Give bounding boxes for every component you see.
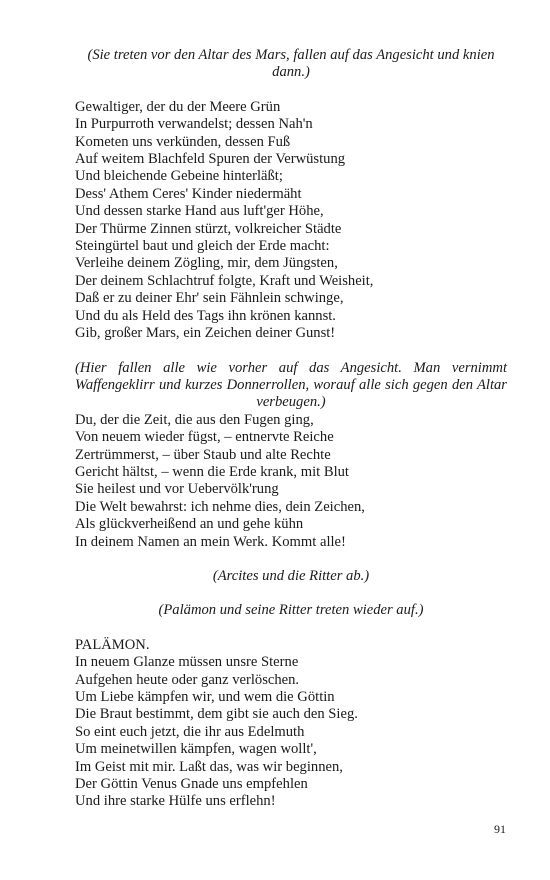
- verse-line: Und du als Held des Tags ihn krönen kannst.: [75, 307, 336, 324]
- verse-line: Der deinem Schlachtruf folgte, Kraft und Weisheit,: [75, 272, 374, 289]
- verse-block-arcites-prayer: [75, 99, 507, 343]
- verse-block-arcites-answer: [75, 412, 507, 551]
- page-number: 91: [494, 822, 506, 836]
- verse-line: Die Welt bewahrst: ich nehme dies, dein Zeichen,: [75, 498, 365, 515]
- verse-line: Steingürtel baut und gleich der Erde macht:: [75, 238, 330, 255]
- verse-line: Von neuem wieder fügst, – entnervte Reiche: [75, 429, 334, 446]
- verse-line: Gewaltiger, der du der Meere Grün: [75, 98, 281, 115]
- verse-line: Kometen uns verkünden, dessen Fuß: [75, 133, 291, 150]
- verse-line: Sie heilest und vor Uebervölk'rung: [75, 481, 279, 498]
- stage-direction-palamon-enter: (Palämon und seine Ritter treten wieder auf.): [158, 602, 424, 619]
- verse-line: Der Thürme Zinnen stürzt, volkreicher Städte: [75, 220, 342, 237]
- stage-direction-arcites-exit: (Arcites und die Ritter ab.): [212, 567, 370, 584]
- verse-line: Und dessen starke Hand aus luft'ger Höhe,: [75, 203, 324, 220]
- verse-line: In Purpurroth verwandelst; dessen Nah'n: [75, 116, 313, 133]
- verse-line: Gib, großer Mars, ein Zeichen deiner Gunst!: [75, 325, 336, 342]
- verse-line: Dess' Athem Ceres' Kinder niedermäht: [75, 185, 302, 202]
- verse-line: In neuem Glanze müssen unsre Sterne: [75, 654, 299, 671]
- stage-direction-altar-mars: (Sie treten vor den Altar des Mars, fallen auf das Angesicht und knien dann.): [87, 47, 495, 81]
- verse-line: Daß er zu deiner Ehr' sein Fähnlein schwinge,: [75, 290, 344, 307]
- verse-line: In deinem Namen an mein Werk. Kommt alle!: [75, 533, 346, 550]
- stage-direction-waffengeklirr: (Hier fallen alle wie vorher auf das Angesicht. Man vernimmt Waffengeklirr und kurzes Donnerrollen, worauf alle sich gegen den Altar verbeugen.): [75, 359, 507, 411]
- verse-line: Und bleichende Gebeine hinterläßt;: [75, 168, 283, 185]
- page-body: [75, 47, 507, 811]
- verse-line: Im Geist mit mir. Laßt das, was wir beginnen,: [75, 758, 343, 775]
- verse-line: Gericht hältst, – wenn die Erde krank, mit Blut: [75, 463, 349, 480]
- verse-line: Du, der die Zeit, die aus den Fugen ging,: [75, 411, 314, 428]
- speaker-name: PALÄMON.: [75, 636, 150, 653]
- verse-line: Um Liebe kämpfen wir, und wem die Göttin: [75, 689, 335, 705]
- verse-line: So eint euch jetzt, die ihr aus Edelmuth: [75, 723, 305, 740]
- verse-line: Der Göttin Venus Gnade uns empfehlen: [75, 776, 308, 793]
- verse-block-palamon: [75, 654, 507, 811]
- verse-line: Aufgehen heute oder ganz verlöschen.: [75, 671, 300, 688]
- verse-line: Die Braut bestimmt, dem gibt sie auch den Sieg.: [75, 706, 358, 723]
- verse-line: Als glückverheißend an und gehe kühn: [75, 516, 304, 533]
- verse-line: Auf weitem Blachfeld Spuren der Verwüstung: [75, 151, 346, 168]
- verse-line: Zertrümmerst, – über Staub und alte Rechte: [75, 446, 331, 463]
- verse-line: Und ihre starke Hülfe uns erflehn!: [75, 793, 276, 810]
- verse-line: Verleihe deinem Zögling, mir, dem Jüngsten,: [75, 255, 338, 272]
- verse-line: Um meinetwillen kämpfen, wagen wollt',: [75, 741, 317, 758]
